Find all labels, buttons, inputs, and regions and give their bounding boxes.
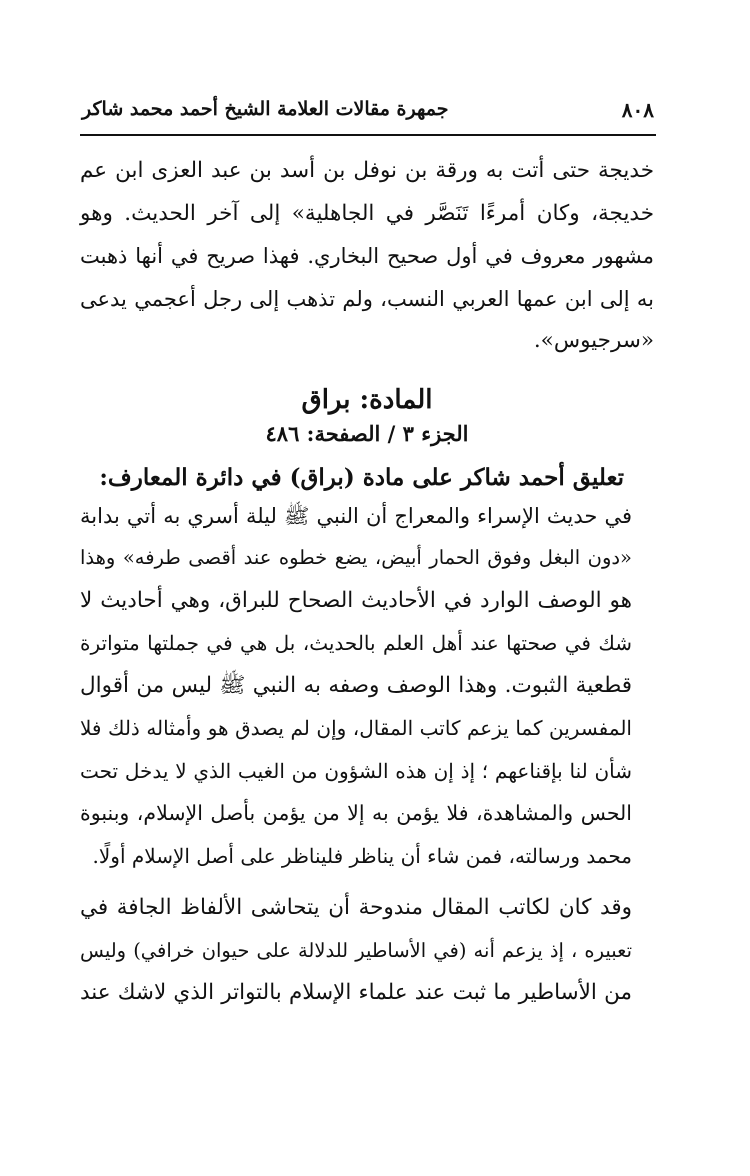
text-line: المفسرين كما يزعم كاتب المقال، وإن لم يصدق هو وأمثاله ذلك فلا xyxy=(80,716,632,740)
running-title: جمهرة مقالات العلامة الشيخ أحمد محمد شاكر xyxy=(82,98,449,120)
text-line: مشهور معروف في أول صحيح البخاري. فهذا صريح في أنها ذهبت xyxy=(80,244,654,268)
section-heading: تعليق أحمد شاكر على مادة (براق) في دائرة المعارف: xyxy=(99,463,624,491)
text-line: تعبيره ، إذ يزعم أنه (في الأساطير للدلالة على حيوان خرافي) وليس xyxy=(80,938,632,962)
text-line: قطعية الثبوت. وهذا الوصف وصفه به النبي ﷺ ليس من أقوال xyxy=(80,672,632,698)
text-line: من الأساطير ما ثبت عند علماء الإسلام بالتواتر الذي لاشك عند xyxy=(80,980,632,1005)
text-line: به إلى ابن عمها العربي النسب، ولم تذهب إلى رجل أعجمي يدعى xyxy=(80,286,654,311)
paragraph-1 xyxy=(80,150,654,363)
text-line: «دون البغل وفوق الحمار أبيض، يضع خطوه عند أقصى طرفه» وهذا xyxy=(80,546,632,569)
text-line: خديجة، وكان أمرءًا تَنَصَّر في الجاهلية» إلى آخر الحديث. وهو xyxy=(80,200,654,226)
page-header xyxy=(82,92,654,132)
text-line: «سرجيوس». xyxy=(533,328,654,353)
text-line: محمد ورسالته، فمن شاء أن يناظر فليناظر على أصل الإسلام أولًا. xyxy=(92,843,632,868)
volume-page-reference: الجزء ٣ / الصفحة: ٤٨٦ xyxy=(265,420,469,446)
paragraph-gap xyxy=(80,877,654,887)
paragraph-2 xyxy=(80,495,654,878)
entry-title: المادة: براق xyxy=(301,384,433,415)
text-line: الحس والمشاهدة، فلا يؤمن به إلا من يؤمن بأصل الإسلام، وبنبوة xyxy=(80,801,632,825)
text-line: خديجة حتى أتت به ورقة بن نوفل بن أسد بن عبد العزى ابن عم xyxy=(80,158,654,183)
text-line: وقد كان لكاتب المقال مندوحة أن يتحاشى الألفاظ الجافة في xyxy=(80,895,632,920)
text-line: هو الوصف الوارد في الأحاديث الصحاح للبراق، وهي أحاديث لا xyxy=(80,587,632,613)
page-body xyxy=(80,150,654,1015)
paragraph-3 xyxy=(80,887,654,1015)
text-line: شك في صحتها عند أهل العلم بالحديث، بل هي في جملتها متواترة xyxy=(80,631,632,655)
header-divider xyxy=(80,134,656,136)
text-line: في حديث الإسراء والمعراج أن النبي ﷺ ليلة أسري به أتي بدابة xyxy=(80,503,632,528)
text-line: شأن لنا بإقناعهم ؛ إذ إن هذه الشؤون من الغيب الذي لا يدخل تحت xyxy=(80,758,632,783)
page-number: ٨٠٨ xyxy=(621,98,654,122)
